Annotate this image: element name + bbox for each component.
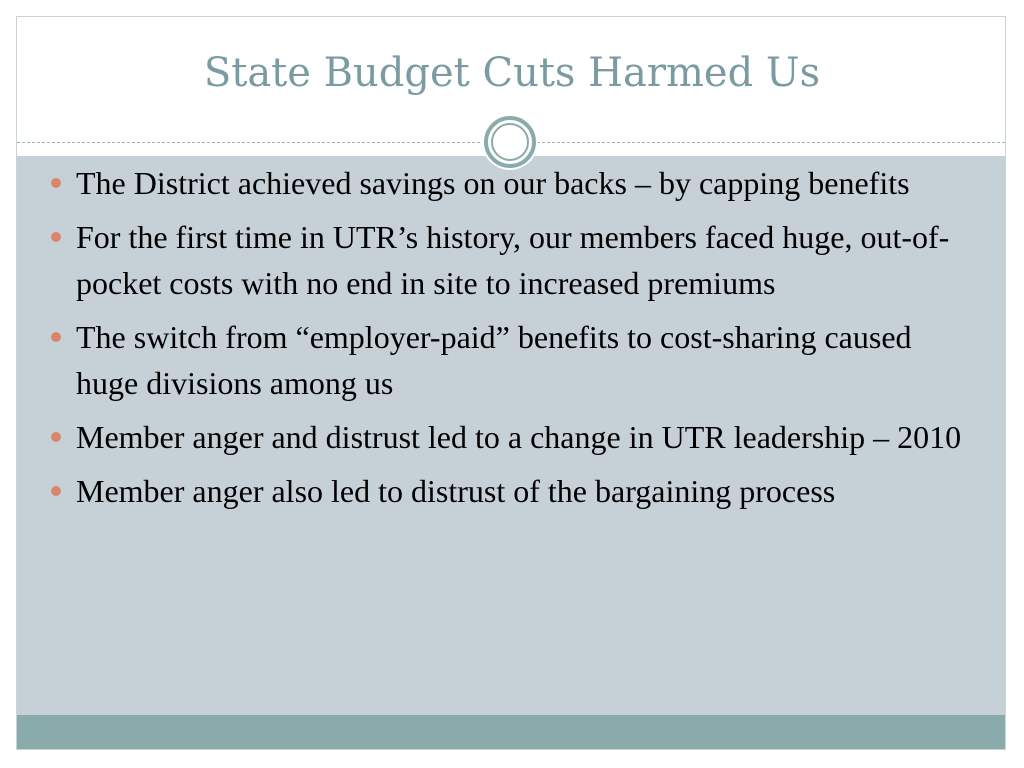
bullet-text: The District achieved savings on our backs – by capping benefits bbox=[76, 165, 910, 201]
slide-title: State Budget Cuts Harmed Us bbox=[203, 50, 821, 96]
bullet-text: For the first time in UTR’s history, our members faced huge, out-of-pocket costs with no end in site to increased premiums bbox=[76, 219, 950, 301]
bullet-item bbox=[48, 160, 978, 206]
bullet-list bbox=[48, 160, 978, 522]
bullet-dot-icon bbox=[51, 432, 61, 442]
bullet-dot-icon bbox=[51, 178, 61, 188]
bullet-dot-icon bbox=[51, 486, 61, 496]
bullet-dot-icon bbox=[51, 332, 61, 342]
bullet-item bbox=[48, 214, 978, 306]
bullet-text: Member anger and distrust led to a change in UTR leadership – 2010 bbox=[76, 419, 962, 455]
bullet-item bbox=[48, 468, 978, 514]
bullet-text: The switch from “employer-paid” benefits to cost-sharing caused huge divisions among us bbox=[76, 319, 912, 401]
footer-bar bbox=[17, 715, 1005, 749]
bullet-item bbox=[48, 314, 978, 406]
bullet-dot-icon bbox=[51, 232, 61, 242]
bullet-text: Member anger also led to distrust of the bargaining process bbox=[76, 473, 836, 509]
bullet-item bbox=[48, 414, 978, 460]
